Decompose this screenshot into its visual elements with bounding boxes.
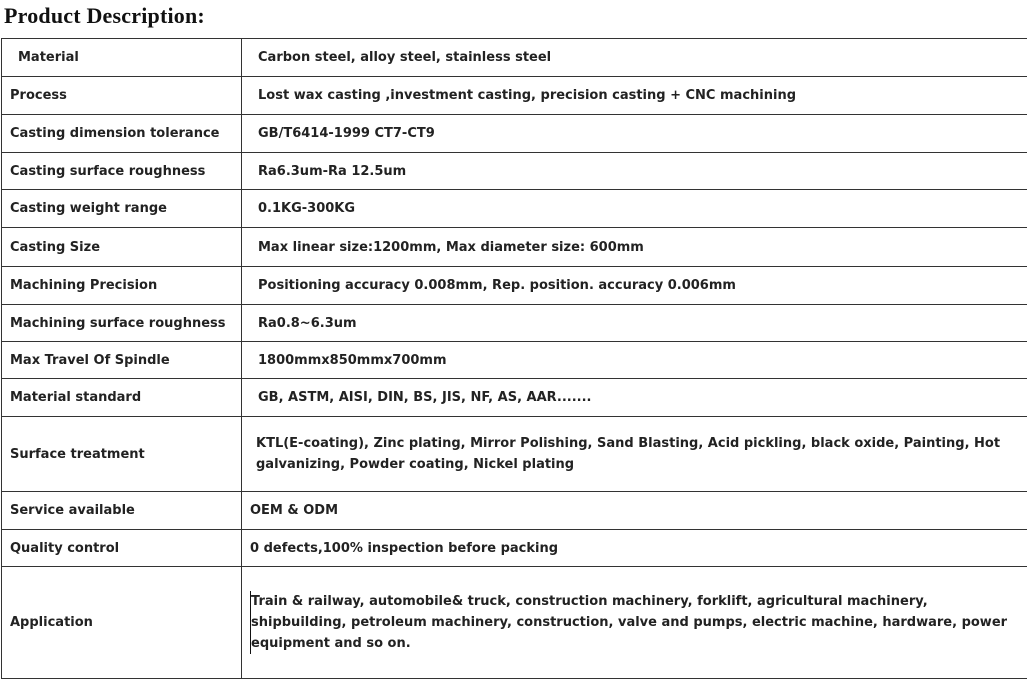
table-row <box>2 492 1027 530</box>
product-spec-table <box>1 38 1027 679</box>
table-row <box>2 305 1027 342</box>
table-row <box>2 153 1027 190</box>
row-value: Positioning accuracy 0.008mm, Rep. position. accuracy 0.006mm <box>242 267 1027 305</box>
row-value: Lost wax casting ,investment casting, precision casting + CNC machining <box>242 77 1027 115</box>
row-label: Application <box>2 567 242 679</box>
row-value: Max linear size:1200mm, Max diameter size: 600mm <box>242 228 1027 267</box>
application-text: Train & railway, automobile& truck, construction machinery, forklift, agricultural machinery, shipbuilding, petroleum machinery, construction, valve and pumps, electric machine, hardware, power equipment and so on. <box>250 591 1019 654</box>
row-value: Carbon steel, alloy steel, stainless steel <box>242 39 1027 77</box>
row-value: 0.1KG-300KG <box>242 190 1027 228</box>
row-label: Quality control <box>2 530 242 567</box>
row-label: Process <box>2 77 242 115</box>
row-label: Casting weight range <box>2 190 242 228</box>
table-row <box>2 77 1027 115</box>
row-value: GB, ASTM, AISI, DIN, BS, JIS, NF, AS, AAR....... <box>242 379 1027 417</box>
table-row <box>2 567 1027 679</box>
page-title: Product Description: <box>4 3 205 28</box>
row-value <box>242 567 1027 679</box>
row-label: Surface treatment <box>2 417 242 492</box>
row-value: OEM & ODM <box>242 492 1027 530</box>
row-label: Machining surface roughness <box>2 305 242 342</box>
row-value: Ra6.3um-Ra 12.5um <box>242 153 1027 190</box>
table-row <box>2 228 1027 267</box>
row-label: Max Travel Of Spindle <box>2 342 242 379</box>
row-label: Machining Precision <box>2 267 242 305</box>
row-label: Material standard <box>2 379 242 417</box>
table-row <box>2 267 1027 305</box>
row-value: GB/T6414-1999 CT7-CT9 <box>242 115 1027 153</box>
row-value: 0 defects,100% inspection before packing <box>242 530 1027 567</box>
table-row <box>2 39 1027 77</box>
table-row <box>2 417 1027 492</box>
row-label: Service available <box>2 492 242 530</box>
row-value: 1800mmx850mmx700mm <box>242 342 1027 379</box>
table-row <box>2 379 1027 417</box>
table-row <box>2 530 1027 567</box>
row-value: Ra0.8~6.3um <box>242 305 1027 342</box>
table-row <box>2 190 1027 228</box>
table-row <box>2 342 1027 379</box>
row-label: Casting surface roughness <box>2 153 242 190</box>
row-label: Casting dimension tolerance <box>2 115 242 153</box>
row-label: Material <box>2 39 242 77</box>
row-value: KTL(E-coating), Zinc plating, Mirror Polishing, Sand Blasting, Acid pickling, black oxide, Painting, Hot galvanizing, Powder coating, Nickel plating <box>242 417 1027 492</box>
row-label: Casting Size <box>2 228 242 267</box>
table-row <box>2 115 1027 153</box>
